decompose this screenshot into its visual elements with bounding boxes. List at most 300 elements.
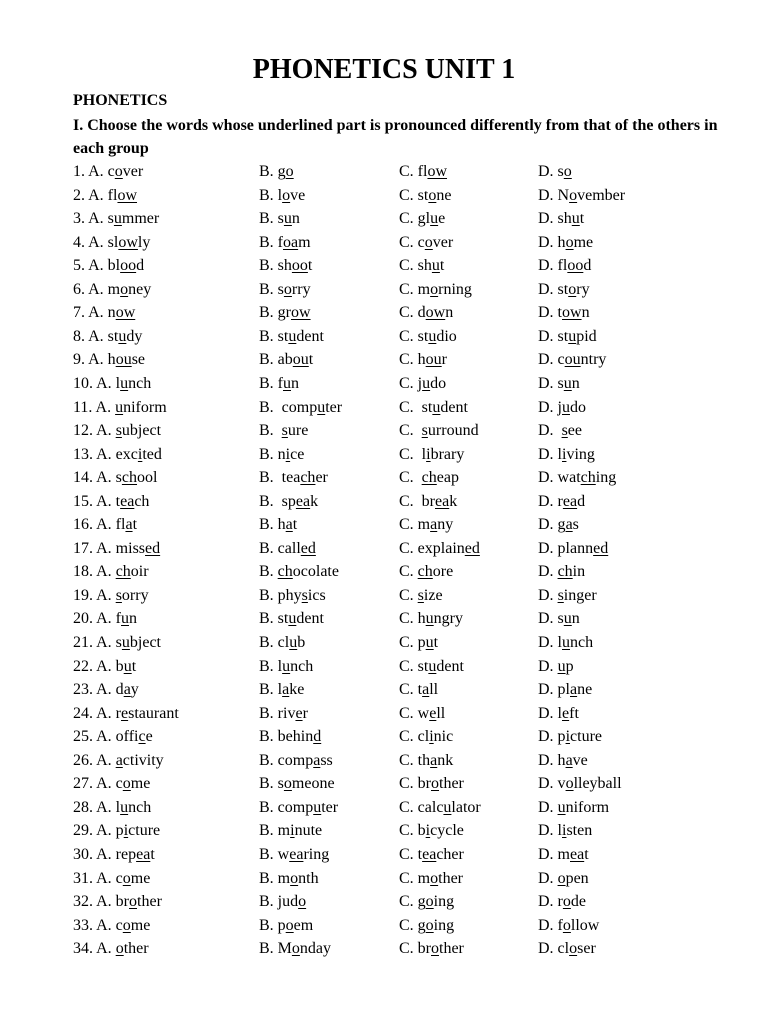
underlined-part: ch (557, 563, 573, 581)
word-suffix: ving (566, 445, 595, 463)
question-number: 10. (73, 374, 97, 392)
word-prefix: C. (399, 469, 422, 487)
word-suffix: ny (437, 516, 454, 534)
word-suffix: b (297, 634, 306, 651)
word-prefix: C. t (399, 681, 423, 699)
word-suffix: ve (572, 751, 588, 769)
word-prefix: C. d (399, 304, 426, 322)
word-prefix: B. comp (259, 398, 318, 416)
word-suffix: ter (321, 798, 339, 816)
word-prefix: A. d (96, 681, 124, 699)
option-b (259, 537, 316, 560)
word-prefix: D. h (538, 233, 566, 251)
underlined-part: ea (435, 492, 450, 510)
question-row (0, 843, 768, 866)
underlined-part: u (288, 327, 297, 345)
underlined-part: o (114, 163, 123, 180)
word-prefix: D. p (538, 728, 566, 746)
word-prefix: A. (96, 751, 116, 769)
word-prefix: D. sh (538, 210, 572, 228)
option-c (399, 325, 457, 348)
word-suffix: rry (291, 280, 311, 298)
word-suffix: rning (438, 280, 472, 298)
option-b (259, 560, 339, 583)
word-prefix: C. g (399, 893, 426, 911)
word-prefix: B. (259, 563, 278, 581)
word-prefix: D. (538, 657, 558, 675)
question-number: 29. (73, 822, 97, 840)
option-a (73, 490, 149, 513)
question-row (0, 560, 768, 583)
option-a (73, 725, 153, 748)
underlined-part: a (422, 681, 430, 699)
underlined-part: u (121, 634, 130, 651)
word-prefix: A. st (88, 327, 119, 345)
underlined-part: o (565, 233, 574, 251)
word-suffix: k (310, 492, 319, 510)
word-prefix: C. st (399, 657, 429, 675)
underlined-part: a (282, 681, 290, 699)
word-suffix: ocolate (292, 563, 339, 581)
word-prefix: C. explain (399, 539, 465, 557)
option-d (538, 678, 592, 701)
word-suffix: nch (128, 374, 152, 392)
option-d (538, 443, 595, 466)
word-prefix: B. m (259, 869, 291, 887)
word-prefix: D. wat (538, 469, 581, 487)
word-suffix: ney (128, 280, 152, 298)
word-suffix: ve (290, 186, 306, 204)
underlined-part: ed (145, 539, 161, 557)
underlined-part: o (563, 163, 572, 180)
question-number: 12. (73, 422, 97, 440)
underlined-part: s (561, 422, 568, 440)
option-c (399, 184, 451, 207)
word-prefix: C. g (399, 916, 426, 934)
option-d (538, 655, 574, 678)
word-prefix: D. j (538, 398, 562, 416)
option-d (538, 325, 597, 348)
word-prefix: B. tea (259, 469, 301, 487)
word-prefix: A. fl (96, 516, 126, 534)
word-prefix: D. s (538, 374, 564, 392)
word-prefix: B. st (259, 610, 289, 628)
word-prefix: D. (538, 586, 558, 604)
question-row (0, 490, 768, 513)
option-a (73, 278, 151, 301)
word-prefix: A. exc (96, 445, 138, 463)
word-prefix: A. c (96, 775, 123, 793)
underlined-part: s (557, 586, 564, 604)
underlined-part: u (562, 398, 570, 416)
word-prefix: C. m (399, 280, 431, 298)
word-prefix: C. cl (399, 728, 430, 746)
word-prefix: B. comp (259, 751, 314, 769)
word-prefix: C. m (399, 869, 431, 887)
option-d (538, 184, 625, 207)
underlined-part: s (301, 586, 308, 604)
word-prefix: B. (259, 422, 282, 440)
question-row (0, 396, 768, 419)
word-suffix: ring (303, 845, 330, 863)
word-suffix: n (291, 374, 299, 392)
option-b (259, 914, 313, 937)
word-prefix: A. (96, 940, 116, 958)
section-heading: PHONETICS (73, 92, 168, 109)
option-d (538, 560, 585, 583)
question-row (0, 184, 768, 207)
word-suffix: ing (595, 469, 617, 487)
question-row (0, 207, 768, 230)
word-suffix: ther (438, 869, 463, 887)
underlined-part: a (570, 681, 578, 699)
option-b (259, 655, 313, 678)
option-b (259, 725, 321, 748)
question-row (0, 678, 768, 701)
option-d (538, 796, 609, 819)
question-number: 3. (73, 210, 89, 228)
word-suffix: staurant (128, 704, 179, 722)
word-suffix: pid (576, 327, 597, 345)
underlined-part: i (565, 728, 571, 746)
question-number: 7. (73, 304, 89, 322)
question-row (0, 160, 768, 183)
option-b (259, 867, 319, 890)
underlined-part: o (568, 280, 577, 298)
underlined-part: oo (120, 257, 137, 275)
underlined-part: ow (291, 304, 311, 322)
option-c (399, 560, 453, 583)
option-d (538, 278, 590, 301)
word-suffix: r (302, 704, 308, 722)
option-b (259, 843, 329, 866)
underlined-part: u (283, 374, 291, 392)
word-suffix: sten (566, 822, 593, 840)
question-number: 32. (73, 893, 97, 911)
word-suffix: dio (436, 327, 457, 345)
underlined-part: o (129, 893, 138, 911)
option-c (399, 631, 438, 654)
underlined-part: o (425, 893, 434, 911)
word-suffix: ther (137, 893, 162, 911)
option-c (399, 348, 447, 371)
word-suffix: nch (290, 657, 314, 675)
word-suffix: me (573, 233, 594, 251)
word-prefix: D. (538, 798, 558, 816)
question-row (0, 702, 768, 725)
underlined-part: o (562, 916, 571, 934)
question-number: 31. (73, 869, 97, 887)
question-number: 22. (73, 657, 97, 675)
word-suffix: ll (436, 704, 446, 722)
option-c (399, 466, 459, 489)
word-prefix: C. th (399, 751, 431, 769)
option-b (259, 678, 304, 701)
option-d (538, 396, 586, 419)
word-prefix: C. br (399, 940, 431, 958)
word-prefix: A. s (96, 634, 122, 651)
word-suffix: ore (432, 563, 454, 581)
option-b (259, 772, 335, 795)
option-a (73, 584, 149, 607)
word-prefix: B. cl (259, 634, 290, 651)
question-row (0, 631, 768, 654)
option-d (538, 937, 596, 960)
underlined-part: a (285, 516, 293, 534)
word-suffix: de (570, 893, 586, 911)
underlined-part: ou (425, 351, 442, 369)
option-a (73, 372, 151, 395)
underlined-part: u (563, 610, 572, 628)
word-prefix: B. behin (259, 728, 314, 746)
word-suffix: orry (121, 586, 149, 604)
underlined-part: u (557, 657, 566, 675)
underlined-part: u (571, 210, 580, 228)
option-a (73, 560, 149, 583)
underlined-part: o (431, 775, 439, 793)
word-suffix: ctivity (122, 751, 164, 769)
word-prefix: C. (399, 563, 418, 581)
option-c (399, 301, 453, 324)
underlined-part: u (317, 398, 326, 416)
question-number: 21. (73, 634, 97, 651)
option-d (538, 537, 608, 560)
option-c (399, 419, 479, 442)
question-row (0, 890, 768, 913)
word-suffix: t (579, 210, 585, 228)
underlined-part: u (432, 398, 441, 416)
word-suffix: ter (325, 398, 343, 416)
word-prefix: C. w (399, 704, 430, 722)
word-suffix: t (584, 845, 589, 863)
word-suffix: t (433, 634, 439, 651)
word-prefix: A. (96, 586, 116, 604)
underlined-part: ea (120, 492, 135, 510)
option-d (538, 772, 622, 795)
word-prefix: B. st (259, 327, 289, 345)
word-suffix: ver (432, 233, 454, 251)
word-suffix: ted (142, 445, 162, 463)
word-suffix: ser (577, 940, 596, 958)
underlined-part: ow (117, 186, 138, 204)
question-row (0, 607, 768, 630)
option-d (538, 867, 589, 890)
option-c (399, 655, 464, 678)
word-suffix: dent (296, 327, 324, 345)
word-suffix: nk (437, 751, 454, 769)
option-a (73, 937, 149, 960)
underlined-part: o (120, 280, 129, 298)
option-b (259, 443, 304, 466)
option-c (399, 749, 453, 772)
word-prefix: B. sp (259, 492, 296, 510)
word-suffix: ee (567, 422, 582, 440)
option-a (73, 631, 161, 654)
underlined-part: o (122, 869, 131, 887)
option-d (538, 160, 572, 183)
word-suffix: n (445, 304, 454, 322)
question-row (0, 725, 768, 748)
underlined-part: s (421, 422, 428, 440)
word-prefix: D. f (538, 916, 563, 934)
question-row (0, 537, 768, 560)
underlined-part: e (429, 704, 437, 722)
underlined-part: a (115, 751, 123, 769)
question-row (0, 325, 768, 348)
word-suffix: niform (565, 798, 610, 816)
underlined-part: u (121, 610, 130, 628)
word-suffix: ft (569, 704, 579, 722)
option-d (538, 584, 597, 607)
option-d (538, 372, 580, 395)
word-suffix: m (298, 233, 311, 251)
word-suffix: ther (439, 775, 464, 793)
word-suffix: ool (137, 469, 158, 487)
underlined-part: ea (136, 845, 151, 863)
word-suffix: urround (427, 422, 479, 440)
question-row (0, 443, 768, 466)
underlined-part: o (291, 940, 300, 958)
question-row (0, 914, 768, 937)
option-c (399, 396, 468, 419)
underlined-part: ea (295, 492, 311, 510)
underlined-part: ed (300, 539, 316, 557)
option-a (73, 325, 142, 348)
word-prefix: B. call (259, 539, 301, 557)
option-d (538, 419, 582, 442)
word-suffix: n (571, 374, 580, 392)
question-row (0, 372, 768, 395)
question-row (0, 937, 768, 960)
underlined-part: o (569, 940, 578, 958)
underlined-part: u (431, 257, 440, 275)
word-suffix: ubject (121, 422, 162, 440)
word-suffix: ne (436, 186, 452, 204)
option-d (538, 607, 580, 630)
underlined-part: u (568, 327, 577, 345)
underlined-part: u (118, 327, 127, 345)
word-suffix: ics (307, 586, 326, 604)
word-prefix: C. t (399, 845, 423, 863)
underlined-part: u (289, 634, 298, 651)
underlined-part: u (425, 610, 434, 628)
word-prefix: C. m (399, 516, 431, 534)
word-prefix: B. l (259, 681, 283, 699)
underlined-part: i (290, 822, 295, 840)
word-suffix: p (565, 657, 574, 675)
word-prefix: B. f (259, 374, 283, 392)
word-suffix: pen (565, 869, 589, 887)
underlined-part: u (282, 657, 291, 675)
word-suffix: ntry (580, 351, 607, 369)
word-prefix: A. h (88, 351, 116, 369)
option-c (399, 843, 464, 866)
option-d (538, 749, 588, 772)
word-prefix: A. s (96, 469, 122, 487)
option-a (73, 867, 150, 890)
word-prefix: B. ab (259, 351, 293, 369)
option-a (73, 914, 150, 937)
underlined-part: u (443, 798, 452, 816)
word-prefix: A. (96, 422, 116, 440)
option-b (259, 513, 297, 536)
word-prefix: B. l (259, 657, 283, 675)
word-suffix: nic (433, 728, 454, 746)
question-number: 23. (73, 681, 97, 699)
underlined-part: i (123, 822, 129, 840)
word-suffix: oir (130, 563, 149, 581)
option-a (73, 537, 160, 560)
option-a (73, 207, 159, 230)
underlined-part: ow (118, 233, 138, 251)
question-row (0, 254, 768, 277)
word-suffix: d (136, 257, 145, 275)
option-b (259, 937, 331, 960)
option-b (259, 372, 299, 395)
option-b (259, 702, 308, 725)
option-c (399, 443, 464, 466)
word-suffix: eap (436, 469, 459, 487)
word-suffix: t (131, 657, 137, 675)
question-number: 17. (73, 539, 97, 557)
word-suffix: t (132, 516, 138, 534)
word-suffix: meone (291, 775, 335, 793)
underlined-part: ch (417, 563, 433, 581)
underlined-part: u (313, 798, 322, 816)
word-suffix: inger (563, 586, 597, 604)
word-prefix: D. (538, 869, 558, 887)
word-prefix: C. st (399, 186, 429, 204)
word-prefix: C. h (399, 351, 426, 369)
underlined-part: ea (570, 845, 585, 863)
word-suffix: d (577, 492, 586, 510)
option-b (259, 584, 326, 607)
option-a (73, 419, 161, 442)
word-prefix: D. l (538, 704, 562, 722)
question-number: 33. (73, 916, 97, 934)
word-suffix: ing (433, 893, 455, 911)
word-prefix: D. fl (538, 257, 568, 275)
question-row (0, 231, 768, 254)
word-prefix: C. st (399, 327, 429, 345)
word-prefix: A. l (96, 374, 121, 392)
option-c (399, 796, 481, 819)
word-suffix: nday (299, 940, 332, 958)
underlined-part: i (562, 445, 567, 463)
option-b (259, 631, 305, 654)
word-suffix: ry (576, 280, 590, 298)
word-suffix: ke (289, 681, 305, 699)
word-suffix: n (129, 610, 138, 628)
word-prefix: B. phy (259, 586, 302, 604)
word-prefix: A. s (88, 210, 114, 228)
word-suffix: do (570, 398, 586, 416)
option-c (399, 867, 463, 890)
underlined-part: o (431, 940, 439, 958)
option-a (73, 301, 135, 324)
word-suffix: ther (123, 940, 149, 958)
underlined-part: oa (283, 233, 299, 251)
question-number: 6. (73, 280, 89, 298)
option-b (259, 819, 322, 842)
question-number: 19. (73, 586, 97, 604)
option-a (73, 184, 137, 207)
word-suffix: ure (287, 422, 309, 440)
underlined-part: u (563, 374, 572, 392)
word-suffix: niform (123, 398, 167, 416)
underlined-part: c (138, 728, 146, 746)
word-suffix: t (439, 257, 445, 275)
